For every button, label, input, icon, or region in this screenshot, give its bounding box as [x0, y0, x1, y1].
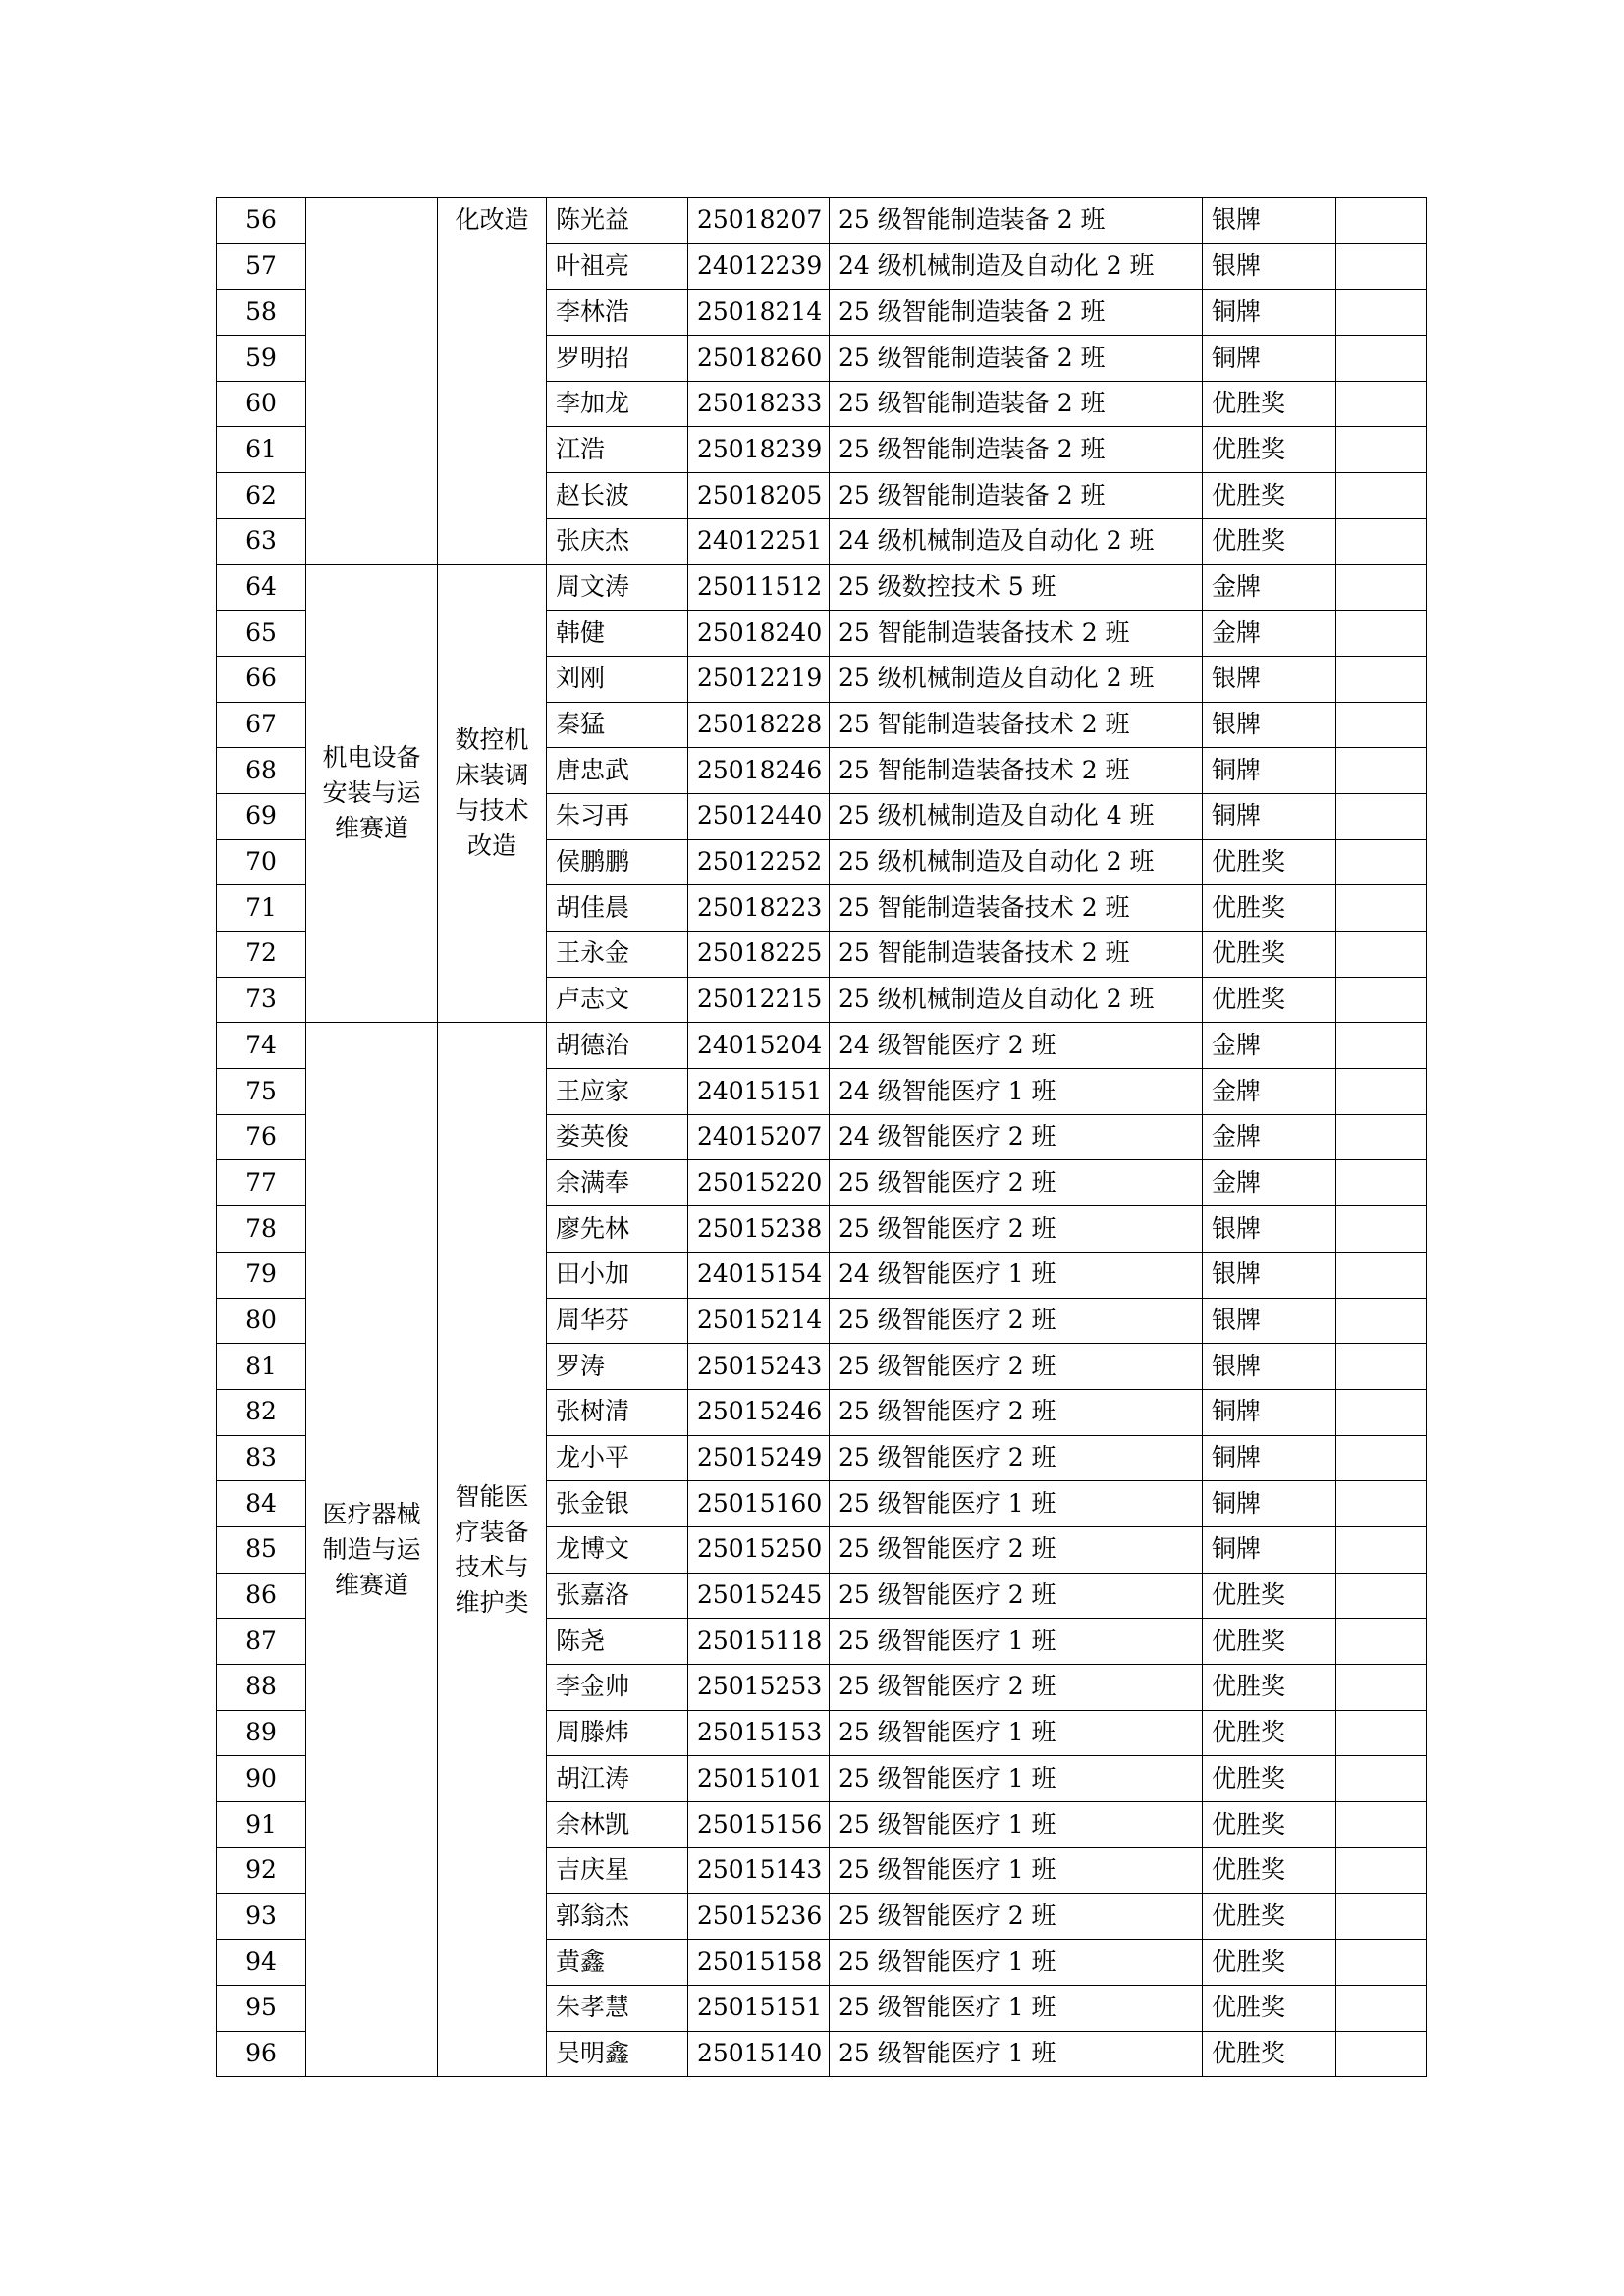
student-id-cell: 25012252: [688, 839, 830, 885]
award-cell: 银牌: [1203, 1298, 1336, 1344]
note-cell: [1336, 564, 1427, 611]
note-cell: [1336, 1526, 1427, 1573]
student-id-cell: 25015118: [688, 1619, 830, 1665]
student-name-cell: 秦猛: [547, 702, 688, 748]
student-id-cell: 25015243: [688, 1344, 830, 1390]
student-name-cell: 张树清: [547, 1389, 688, 1435]
row-number-cell: 88: [217, 1665, 306, 1711]
award-cell: 优胜奖: [1203, 885, 1336, 932]
student-name-cell: 朱孝慧: [547, 1985, 688, 2031]
note-cell: [1336, 1940, 1427, 1986]
award-cell: 优胜奖: [1203, 1665, 1336, 1711]
row-number-cell: 79: [217, 1252, 306, 1298]
note-cell: [1336, 839, 1427, 885]
award-cell: 优胜奖: [1203, 1802, 1336, 1848]
class-name-cell: 24 级机械制造及自动化 2 班: [830, 243, 1203, 290]
row-number-cell: 75: [217, 1069, 306, 1115]
student-name-cell: 侯鹏鹏: [547, 839, 688, 885]
row-number-cell: 72: [217, 932, 306, 978]
class-name-cell: 25 智能制造装备技术 2 班: [830, 932, 1203, 978]
class-name-cell: 24 级智能医疗 1 班: [830, 1252, 1203, 1298]
class-name-cell: 25 级智能制造装备 2 班: [830, 427, 1203, 473]
row-number-cell: 78: [217, 1206, 306, 1253]
note-cell: [1336, 1023, 1427, 1069]
student-id-cell: 25018246: [688, 748, 830, 794]
student-name-cell: 刘刚: [547, 656, 688, 702]
student-name-cell: 李金帅: [547, 1665, 688, 1711]
track-cell: 机电设备安装与运维赛道: [306, 564, 438, 1023]
award-cell: 铜牌: [1203, 793, 1336, 839]
class-name-cell: 25 级机械制造及自动化 2 班: [830, 656, 1203, 702]
student-id-cell: 24015207: [688, 1114, 830, 1160]
note-cell: [1336, 198, 1427, 244]
row-number-cell: 84: [217, 1481, 306, 1527]
row-number-cell: 68: [217, 748, 306, 794]
row-number-cell: 56: [217, 198, 306, 244]
note-cell: [1336, 1619, 1427, 1665]
award-cell: 优胜奖: [1203, 381, 1336, 427]
award-cell: 金牌: [1203, 1114, 1336, 1160]
student-id-cell: 24015204: [688, 1023, 830, 1069]
student-id-cell: 25015156: [688, 1802, 830, 1848]
student-name-cell: 胡江涛: [547, 1756, 688, 1802]
student-id-cell: 25018207: [688, 198, 830, 244]
row-number-cell: 59: [217, 336, 306, 382]
student-id-cell: 25015246: [688, 1389, 830, 1435]
note-cell: [1336, 748, 1427, 794]
student-name-cell: 周文涛: [547, 564, 688, 611]
class-name-cell: 24 级智能医疗 2 班: [830, 1023, 1203, 1069]
award-cell: 金牌: [1203, 1160, 1336, 1206]
class-name-cell: 25 级智能医疗 1 班: [830, 1756, 1203, 1802]
class-name-cell: 25 级智能制造装备 2 班: [830, 336, 1203, 382]
class-name-cell: 25 级智能医疗 2 班: [830, 1389, 1203, 1435]
student-id-cell: 25015250: [688, 1526, 830, 1573]
student-id-cell: 25012219: [688, 656, 830, 702]
class-name-cell: 25 智能制造装备技术 2 班: [830, 611, 1203, 657]
class-name-cell: 24 级智能医疗 2 班: [830, 1114, 1203, 1160]
note-cell: [1336, 243, 1427, 290]
student-id-cell: 25015214: [688, 1298, 830, 1344]
row-number-cell: 64: [217, 564, 306, 611]
class-name-cell: 25 级机械制造及自动化 4 班: [830, 793, 1203, 839]
note-cell: [1336, 518, 1427, 564]
row-number-cell: 91: [217, 1802, 306, 1848]
class-name-cell: 25 智能制造装备技术 2 班: [830, 748, 1203, 794]
award-cell: 金牌: [1203, 611, 1336, 657]
award-table: [216, 197, 1427, 2077]
student-name-cell: 张庆杰: [547, 518, 688, 564]
row-number-cell: 73: [217, 977, 306, 1023]
row-number-cell: 74: [217, 1023, 306, 1069]
student-name-cell: 江浩: [547, 427, 688, 473]
award-cell: 优胜奖: [1203, 1573, 1336, 1619]
award-cell: 铜牌: [1203, 336, 1336, 382]
award-cell: 铜牌: [1203, 1435, 1336, 1481]
note-cell: [1336, 1985, 1427, 2031]
row-number-cell: 60: [217, 381, 306, 427]
row-number-cell: 82: [217, 1389, 306, 1435]
student-id-cell: 24012239: [688, 243, 830, 290]
award-cell: 银牌: [1203, 198, 1336, 244]
award-cell: 铜牌: [1203, 290, 1336, 336]
student-name-cell: 韩健: [547, 611, 688, 657]
row-number-cell: 71: [217, 885, 306, 932]
award-cell: 优胜奖: [1203, 839, 1336, 885]
student-name-cell: 王应家: [547, 1069, 688, 1115]
award-cell: 银牌: [1203, 1252, 1336, 1298]
note-cell: [1336, 1756, 1427, 1802]
award-cell: 银牌: [1203, 656, 1336, 702]
student-name-cell: 胡德治: [547, 1023, 688, 1069]
student-name-cell: 余满奉: [547, 1160, 688, 1206]
award-cell: 优胜奖: [1203, 1847, 1336, 1894]
student-name-cell: 廖先林: [547, 1206, 688, 1253]
table-row: [217, 564, 1427, 611]
note-cell: [1336, 1894, 1427, 1940]
class-name-cell: 25 级智能医疗 1 班: [830, 1802, 1203, 1848]
row-number-cell: 92: [217, 1847, 306, 1894]
student-name-cell: 罗涛: [547, 1344, 688, 1390]
class-name-cell: 25 级机械制造及自动化 2 班: [830, 839, 1203, 885]
award-cell: 铜牌: [1203, 748, 1336, 794]
class-name-cell: 25 级智能医疗 2 班: [830, 1665, 1203, 1711]
row-number-cell: 58: [217, 290, 306, 336]
class-name-cell: 25 级智能医疗 1 班: [830, 1619, 1203, 1665]
student-id-cell: 25015143: [688, 1847, 830, 1894]
class-name-cell: 25 级智能医疗 2 班: [830, 1894, 1203, 1940]
student-name-cell: 余林凯: [547, 1802, 688, 1848]
note-cell: [1336, 656, 1427, 702]
student-id-cell: 25012215: [688, 977, 830, 1023]
student-id-cell: 25015160: [688, 1481, 830, 1527]
row-number-cell: 93: [217, 1894, 306, 1940]
student-id-cell: 25015236: [688, 1894, 830, 1940]
student-name-cell: 黄鑫: [547, 1940, 688, 1986]
row-number-cell: 86: [217, 1573, 306, 1619]
award-cell: 银牌: [1203, 1344, 1336, 1390]
student-name-cell: 吴明鑫: [547, 2031, 688, 2077]
student-name-cell: 田小加: [547, 1252, 688, 1298]
note-cell: [1336, 1114, 1427, 1160]
track-cell: [306, 198, 438, 565]
student-name-cell: 唐忠武: [547, 748, 688, 794]
class-name-cell: 25 级智能制造装备 2 班: [830, 198, 1203, 244]
award-cell: 优胜奖: [1203, 518, 1336, 564]
student-id-cell: 25018233: [688, 381, 830, 427]
class-name-cell: 25 级智能医疗 1 班: [830, 1940, 1203, 1986]
row-number-cell: 62: [217, 473, 306, 519]
student-id-cell: 25015238: [688, 1206, 830, 1253]
note-cell: [1336, 932, 1427, 978]
student-name-cell: 龙博文: [547, 1526, 688, 1573]
note-cell: [1336, 1847, 1427, 1894]
student-name-cell: 陈尧: [547, 1619, 688, 1665]
row-number-cell: 66: [217, 656, 306, 702]
student-name-cell: 吉庆星: [547, 1847, 688, 1894]
table-row: [217, 198, 1427, 244]
award-cell: 优胜奖: [1203, 1710, 1336, 1756]
class-name-cell: 25 级智能制造装备 2 班: [830, 473, 1203, 519]
student-name-cell: 娄英俊: [547, 1114, 688, 1160]
award-cell: 铜牌: [1203, 1481, 1336, 1527]
class-name-cell: 25 级机械制造及自动化 2 班: [830, 977, 1203, 1023]
note-cell: [1336, 473, 1427, 519]
class-name-cell: 25 级智能医疗 2 班: [830, 1160, 1203, 1206]
class-name-cell: 25 级智能医疗 2 班: [830, 1206, 1203, 1253]
row-number-cell: 96: [217, 2031, 306, 2077]
row-number-cell: 87: [217, 1619, 306, 1665]
student-id-cell: 25015245: [688, 1573, 830, 1619]
category-cell: 化改造: [438, 198, 547, 565]
student-id-cell: 25015151: [688, 1985, 830, 2031]
row-number-cell: 85: [217, 1526, 306, 1573]
student-id-cell: 25015158: [688, 1940, 830, 1986]
note-cell: [1336, 793, 1427, 839]
award-cell: 优胜奖: [1203, 473, 1336, 519]
student-id-cell: 25015101: [688, 1756, 830, 1802]
award-cell: 优胜奖: [1203, 427, 1336, 473]
student-id-cell: 25018225: [688, 932, 830, 978]
student-id-cell: 24015151: [688, 1069, 830, 1115]
student-id-cell: 25015140: [688, 2031, 830, 2077]
class-name-cell: 25 级数控技术 5 班: [830, 564, 1203, 611]
note-cell: [1336, 427, 1427, 473]
class-name-cell: 25 智能制造装备技术 2 班: [830, 885, 1203, 932]
class-name-cell: 25 级智能医疗 2 班: [830, 1573, 1203, 1619]
student-name-cell: 李加龙: [547, 381, 688, 427]
row-number-cell: 90: [217, 1756, 306, 1802]
row-number-cell: 61: [217, 427, 306, 473]
row-number-cell: 67: [217, 702, 306, 748]
student-name-cell: 周滕炜: [547, 1710, 688, 1756]
student-name-cell: 张嘉洛: [547, 1573, 688, 1619]
note-cell: [1336, 1802, 1427, 1848]
student-id-cell: 25012440: [688, 793, 830, 839]
note-cell: [1336, 1206, 1427, 1253]
class-name-cell: 25 级智能医疗 1 班: [830, 1710, 1203, 1756]
award-cell: 优胜奖: [1203, 1894, 1336, 1940]
student-name-cell: 郭翁杰: [547, 1894, 688, 1940]
class-name-cell: 24 级智能医疗 1 班: [830, 1069, 1203, 1115]
student-name-cell: 龙小平: [547, 1435, 688, 1481]
student-name-cell: 卢志文: [547, 977, 688, 1023]
student-id-cell: 25018223: [688, 885, 830, 932]
class-name-cell: 25 级智能医疗 2 班: [830, 1344, 1203, 1390]
student-id-cell: 25015249: [688, 1435, 830, 1481]
class-name-cell: 25 级智能医疗 1 班: [830, 1847, 1203, 1894]
class-name-cell: 25 级智能医疗 1 班: [830, 1985, 1203, 2031]
note-cell: [1336, 1573, 1427, 1619]
student-name-cell: 叶祖亮: [547, 243, 688, 290]
note-cell: [1336, 885, 1427, 932]
award-cell: 铜牌: [1203, 1526, 1336, 1573]
note-cell: [1336, 1481, 1427, 1527]
row-number-cell: 65: [217, 611, 306, 657]
track-cell: 医疗器械制造与运维赛道: [306, 1023, 438, 2077]
student-id-cell: 25018239: [688, 427, 830, 473]
row-number-cell: 83: [217, 1435, 306, 1481]
student-id-cell: 25018240: [688, 611, 830, 657]
student-id-cell: 25018205: [688, 473, 830, 519]
award-cell: 铜牌: [1203, 1389, 1336, 1435]
row-number-cell: 70: [217, 839, 306, 885]
award-cell: 银牌: [1203, 1206, 1336, 1253]
table-row: [217, 1023, 1427, 1069]
student-name-cell: 王永金: [547, 932, 688, 978]
note-cell: [1336, 1298, 1427, 1344]
award-cell: 优胜奖: [1203, 2031, 1336, 2077]
student-name-cell: 李林浩: [547, 290, 688, 336]
note-cell: [1336, 1665, 1427, 1711]
row-number-cell: 57: [217, 243, 306, 290]
class-name-cell: 25 级智能制造装备 2 班: [830, 290, 1203, 336]
row-number-cell: 76: [217, 1114, 306, 1160]
row-number-cell: 69: [217, 793, 306, 839]
row-number-cell: 77: [217, 1160, 306, 1206]
student-name-cell: 陈光益: [547, 198, 688, 244]
note-cell: [1336, 290, 1427, 336]
note-cell: [1336, 381, 1427, 427]
note-cell: [1336, 977, 1427, 1023]
class-name-cell: 24 级机械制造及自动化 2 班: [830, 518, 1203, 564]
row-number-cell: 94: [217, 1940, 306, 1986]
class-name-cell: 25 级智能医疗 1 班: [830, 1481, 1203, 1527]
note-cell: [1336, 611, 1427, 657]
student-name-cell: 胡佳晨: [547, 885, 688, 932]
class-name-cell: 25 级智能制造装备 2 班: [830, 381, 1203, 427]
student-id-cell: 25018214: [688, 290, 830, 336]
table-body: [217, 198, 1427, 2077]
award-cell: 优胜奖: [1203, 1756, 1336, 1802]
class-name-cell: 25 级智能医疗 2 班: [830, 1298, 1203, 1344]
note-cell: [1336, 336, 1427, 382]
row-number-cell: 81: [217, 1344, 306, 1390]
student-name-cell: 朱习再: [547, 793, 688, 839]
class-name-cell: 25 级智能医疗 2 班: [830, 1526, 1203, 1573]
note-cell: [1336, 1435, 1427, 1481]
row-number-cell: 95: [217, 1985, 306, 2031]
award-cell: 优胜奖: [1203, 1940, 1336, 1986]
row-number-cell: 89: [217, 1710, 306, 1756]
row-number-cell: 80: [217, 1298, 306, 1344]
award-cell: 金牌: [1203, 564, 1336, 611]
category-cell: 智能医疗装备技术与维护类: [438, 1023, 547, 2077]
note-cell: [1336, 1252, 1427, 1298]
student-name-cell: 罗明招: [547, 336, 688, 382]
row-number-cell: 63: [217, 518, 306, 564]
note-cell: [1336, 1710, 1427, 1756]
note-cell: [1336, 1344, 1427, 1390]
note-cell: [1336, 2031, 1427, 2077]
class-name-cell: 25 智能制造装备技术 2 班: [830, 702, 1203, 748]
award-cell: 银牌: [1203, 243, 1336, 290]
award-cell: 优胜奖: [1203, 932, 1336, 978]
student-id-cell: 25011512: [688, 564, 830, 611]
student-id-cell: 25015253: [688, 1665, 830, 1711]
student-id-cell: 24015154: [688, 1252, 830, 1298]
student-id-cell: 25015153: [688, 1710, 830, 1756]
student-name-cell: 周华芬: [547, 1298, 688, 1344]
note-cell: [1336, 1069, 1427, 1115]
class-name-cell: 25 级智能医疗 1 班: [830, 2031, 1203, 2077]
award-cell: 金牌: [1203, 1069, 1336, 1115]
award-cell: 优胜奖: [1203, 1619, 1336, 1665]
category-cell: 数控机床装调与技术改造: [438, 564, 547, 1023]
student-id-cell: 25015220: [688, 1160, 830, 1206]
note-cell: [1336, 1389, 1427, 1435]
student-name-cell: 张金银: [547, 1481, 688, 1527]
student-id-cell: 25018228: [688, 702, 830, 748]
award-cell: 银牌: [1203, 702, 1336, 748]
award-cell: 优胜奖: [1203, 1985, 1336, 2031]
student-name-cell: 赵长波: [547, 473, 688, 519]
class-name-cell: 25 级智能医疗 2 班: [830, 1435, 1203, 1481]
note-cell: [1336, 1160, 1427, 1206]
student-id-cell: 24012251: [688, 518, 830, 564]
award-cell: 优胜奖: [1203, 977, 1336, 1023]
note-cell: [1336, 702, 1427, 748]
student-id-cell: 25018260: [688, 336, 830, 382]
award-cell: 金牌: [1203, 1023, 1336, 1069]
